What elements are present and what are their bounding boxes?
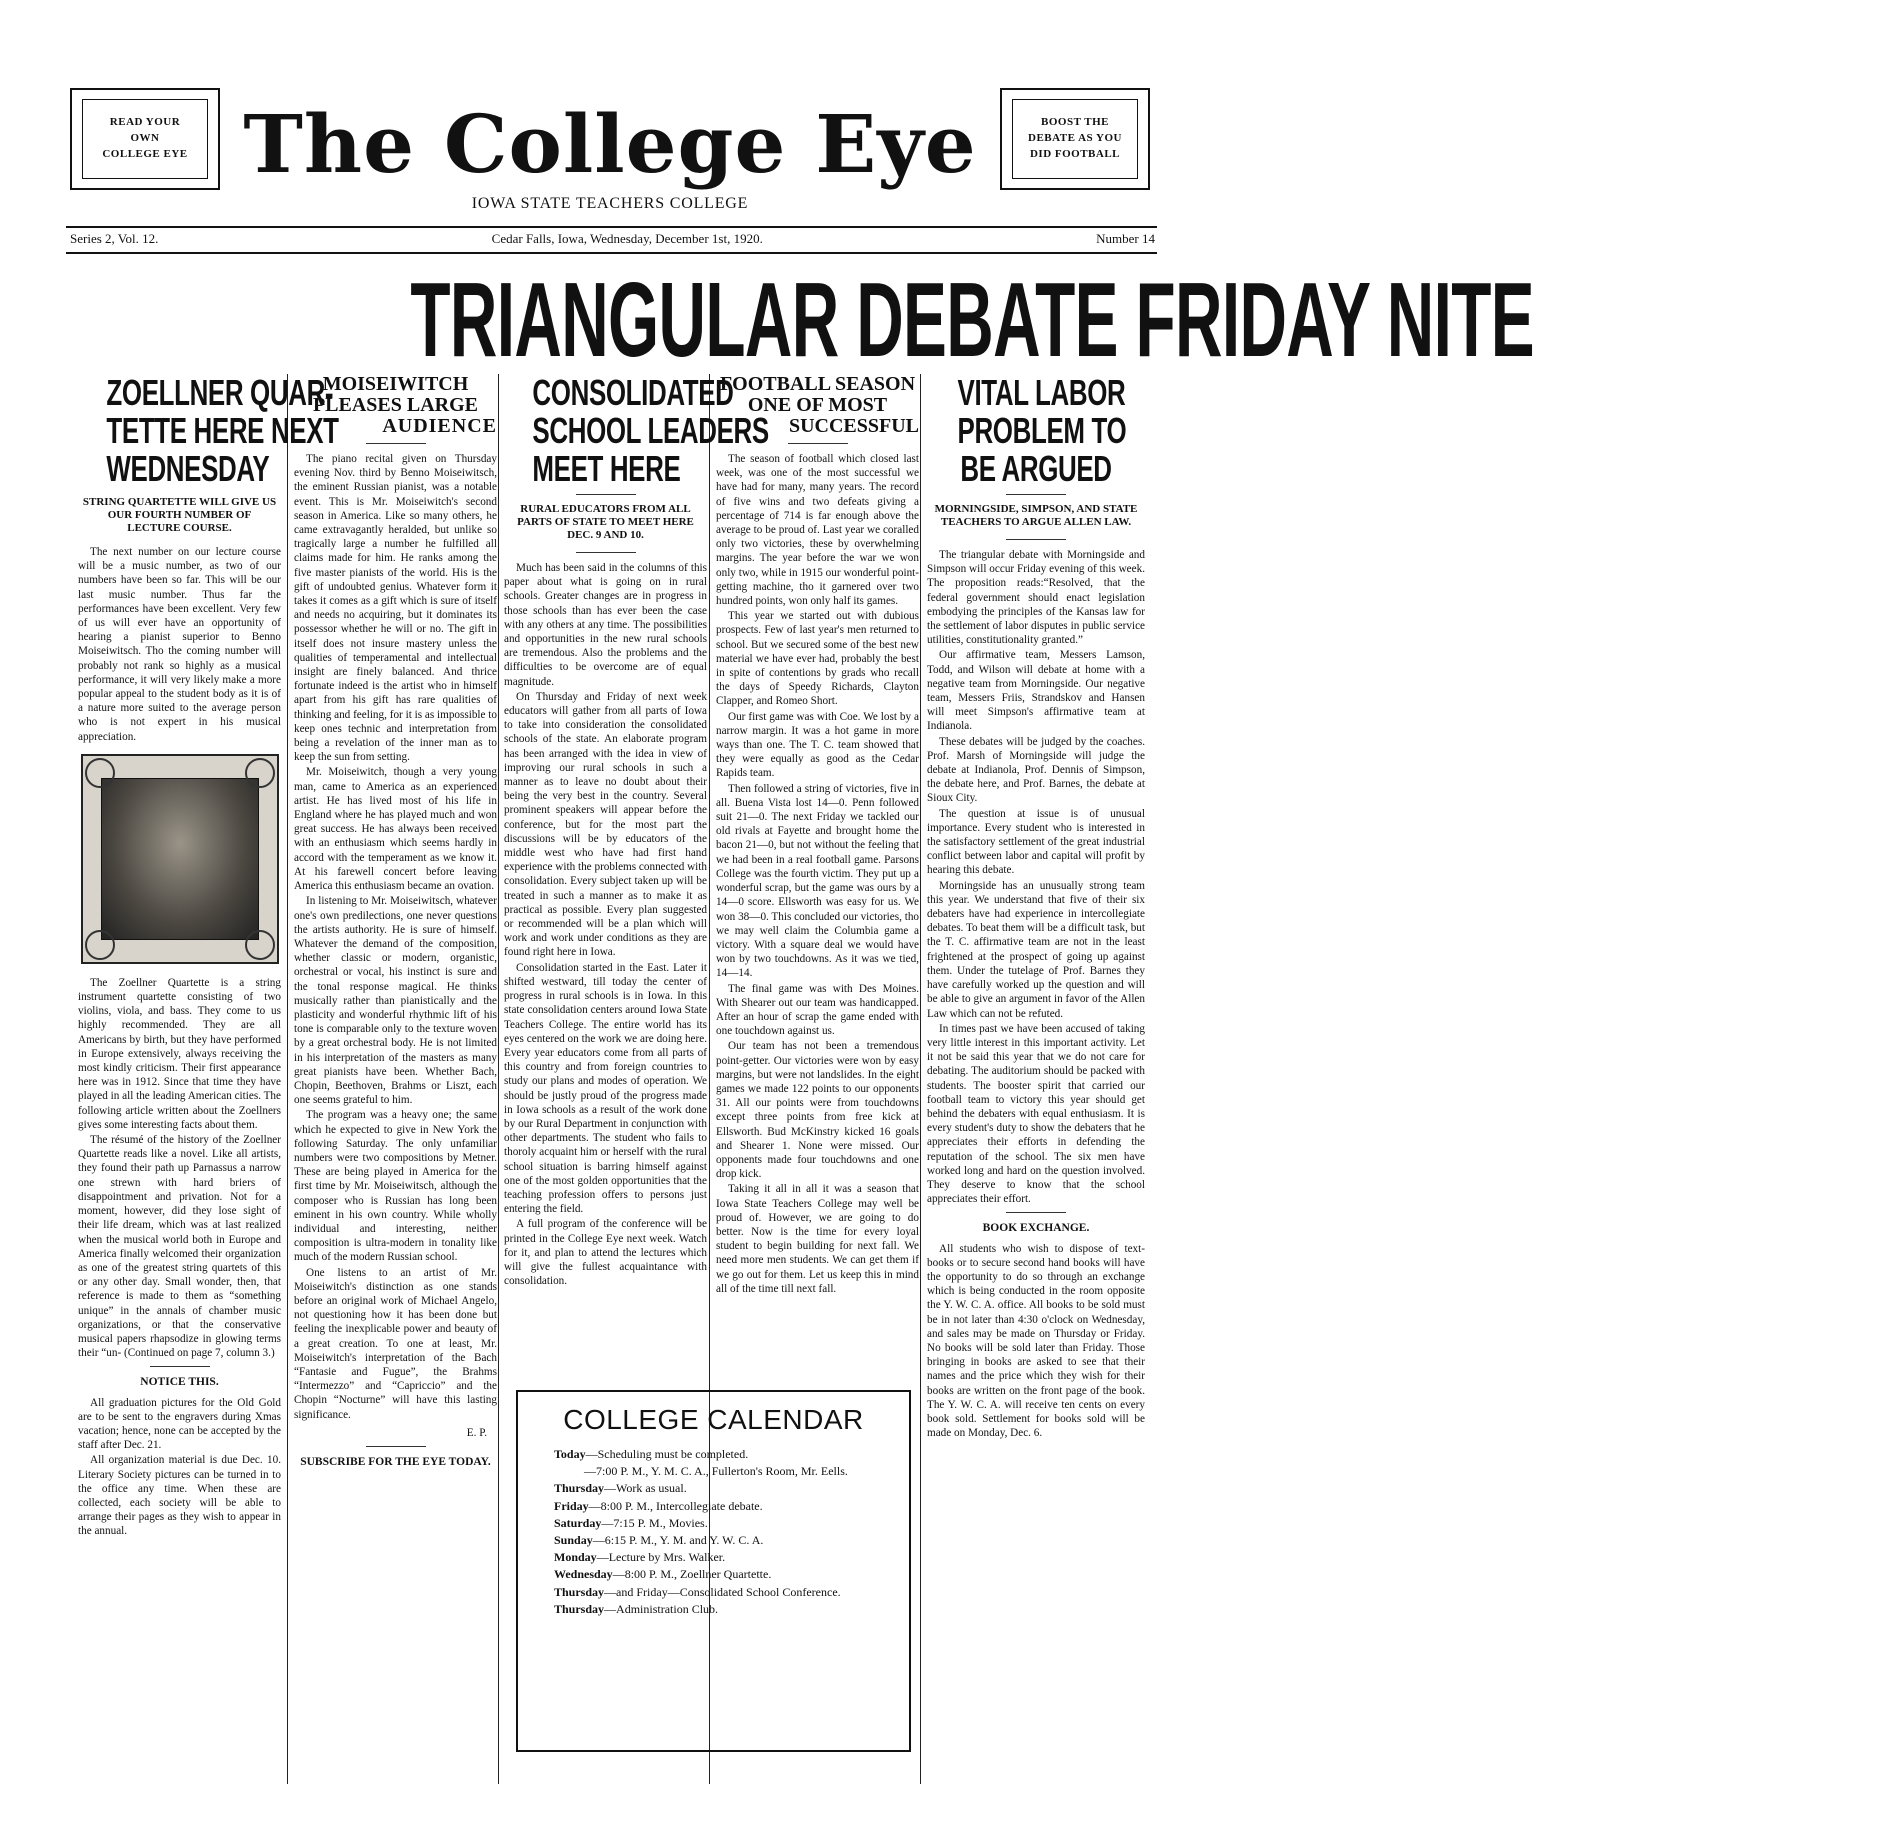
left-ear-line: READ YOUR xyxy=(109,116,181,129)
calendar-entry: —7:00 P. M., Y. M. C. A., Fullerton's Room, Mr. Eells. xyxy=(584,1464,848,1479)
article-paragraph: Our first game was with Coe. We lost by a narrow margin. It was a hot game in more ways than one. The T. C. team showed that they were equally as good as the Cedar Rapids team. xyxy=(716,710,919,780)
article-paragraph: All students who wish to dispose of text-books or to secure second hand books will have the opportunity to do so through an exchange which is being conducted in the room opposite the Y. W. C. A. office. All books to be sold must be in not later than 4:30 o'clock on Wednesday, and sales may be made on Thursday or Friday. No books will be sold later than Friday. Those bringing in books are asked to see that their names and the price which they wish for their books are written on the front page of the book. The Y. W. C. A. will receive ten cents on every book sold. Settlement for books sold will be made on Monday, Dec. 6. xyxy=(927,1242,1145,1440)
article-paragraph: All graduation pictures for the Old Gold are to be sent to the engravers during Xmas vacation; hence, none can be accepted by the staff after Dec. 21. xyxy=(78,1396,281,1452)
article-paragraph: The piano recital given on Thursday evening Nov. third by Benno Moiseiwitsch, the eminent Russian pianist, was a notable event. This is Mr. Moiseiwitch's second season in America. Like so many others, he came extravagantly heralded, but unlike so tragically large a number he fulfilled all claims made for him. He ranks among the five master pianists of the world. His is the gift of undoubted genius. Whatever form it takes it comes as a gift which is sure of itself and needs no acquiring, but it dominates its possessor whether he will or no. The gift in itself does not insure mastery unless the qualities of temperamental and intellectual insight are finely balanced. And thrice fortunate indeed is the artist who in himself apart from his gift has rare qualities of thinking and feeling, for it is as impossible to keep ones technic and interpretation from being a revelation of the inner man as to keep the sun from setting. xyxy=(294,453,497,764)
article-paragraph: This year we started out with dubious prospects. Few of last year's men returned to school. But we secured some of the best new material we have ever had, probably the best in spite of contentions by grads who recall the days of Speedy Richards, Clayton Clapper, and Romeo Short. xyxy=(716,610,919,708)
article-paragraph: The Zoellner Quartette is a string instrument quartette consisting of two violins, viola, and bass. They come to us highly recommended. They are all Americans by birth, but they have performed in Europe extensively, always receiving the most kindly criticism. Their first appearance here was in 1912. Since that time they have played in all the leading American cities. The following article written about the Zoellners gives some interesting facts about them. xyxy=(78,976,281,1131)
calendar-entry: Thursday—Administration Club. xyxy=(554,1601,719,1616)
headline-line: SCHOOL LEADERS xyxy=(532,410,769,451)
column-rule xyxy=(498,374,499,1784)
right-ear-line: DID FOOTBALL xyxy=(1029,147,1121,160)
calendar-entry: Thursday—and Friday—Consolidated School Conference. xyxy=(554,1584,841,1599)
calendar-entry: Today—Scheduling must be completed. xyxy=(554,1447,749,1461)
article-paragraph: All organization material is due Dec. 10. Literary Society pictures can be turned in to the office any time. When these are collected, each society will be able to arrange their pages as they wish to appear in the annual. xyxy=(78,1454,281,1538)
divider xyxy=(1006,1212,1066,1213)
calendar-entry: Sunday—6:15 P. M., Y. M. and Y. W. C. A. xyxy=(554,1533,764,1548)
newspaper-title: The College Eye xyxy=(243,97,977,191)
column-consolidated xyxy=(504,372,769,1384)
column-rule xyxy=(920,374,921,1784)
newspaper-subtitle: IOWA STATE TEACHERS COLLEGE xyxy=(471,195,749,212)
ornament-icon xyxy=(245,758,275,788)
subscribe-notice: SUBSCRIBE FOR THE EYE TODAY. xyxy=(300,1456,491,1469)
headline-line: VITAL LABOR xyxy=(957,372,1126,413)
article-paragraph: Consolidation started in the East. Later it shifted westward, till today the center of progress in rural schools is in Iowa. In this state consolidation centers around Iowa State Teachers College. The entire world has its eyes centered on the work we are doing here. Every year educators come from all parts of this country and from foreign countries to study our plans and modes of operation. We should be justly proud of the progress made in Iowa schools as a result of the work done by our Rural Department in conjunction with other departments. The student who fails to thoroly acquaint him or herself with the rural school situation is barring himself against one of the most golden opportunities that the teaching profession offers to persons just entering the field. xyxy=(504,961,707,1216)
ornament-icon xyxy=(245,930,275,960)
photo-image xyxy=(101,778,259,940)
article-paragraph: The question at issue is of unusual importance. Every student who is interested in the satisfactory settlement of the great industrial conflict between labor and capital will profit by hearing this debate. xyxy=(927,807,1145,877)
column-rule xyxy=(287,374,288,1784)
book-exchange-heading: BOOK EXCHANGE. xyxy=(982,1222,1090,1235)
left-ear-box xyxy=(70,88,220,190)
right-ear-line: BOOST THE xyxy=(1041,116,1109,129)
article-paragraph: A full program of the conference will be printed in the College Eye next week. Watch for it, and plan to attend the lectures which will give the fullest acquaintance with consolidation. xyxy=(504,1218,707,1288)
article-paragraph: Taking it all in all it was a season that Iowa State Teachers College may well be proud of. However, we are going to do better. Now is the time for every loyal student to begin building for next fall. We need more men students. We can get them if we go out for them. Let us keep this in mind all of the time till next fall. xyxy=(716,1183,919,1295)
article-paragraph: One listens to an artist of Mr. Moiseiwitch's distinction as one stands before an original work of Michael Angelo, not questioning how it has been done but feeling the inexplicable power and beauty of a great creation. To one at least, Mr. Moiseiwitch's interpretation of the Bach “Fantasie and Fugue”, the Brahms “Intermezzo” and “Capriccio” and the Chopin “Nocturne” will have this lasting significance. xyxy=(294,1266,497,1421)
column-football xyxy=(716,374,919,1384)
divider xyxy=(150,1366,210,1367)
headline-line: SUCCESSFUL xyxy=(788,415,919,437)
quartette-photo xyxy=(81,754,279,964)
column-debate xyxy=(927,374,1145,1799)
article-deck: MORNINGSIDE, SIMPSON, AND STATE TEACHERS TO ARGUE ALLEN LAW. xyxy=(934,503,1138,528)
place-date: Cedar Falls, Iowa, Wednesday, December 1st, 1920. xyxy=(491,231,763,246)
divider xyxy=(576,552,636,553)
article-paragraph: Then followed a string of victories, five in all. Buena Vista lost 14—0. Penn followed suit 21—0. The next Friday we tackled our old rivals at Fayette and brought home the bacon 21—0, but not without the feeling that we had been in a real football game. Parsons College was the fourth victim. They put up a wonderful scrap, but the game was ours by a 14—0 score. Ellsworth was easy for us. We won 38—0. This concluded our victories, tho we may well claim the Columbia game a victory. With a square deal we would have won by two touchdowns. As it was we tied, 14—14. xyxy=(716,782,920,980)
divider xyxy=(788,443,848,444)
article-paragraph: Our affirmative team, Messers Lamson, Todd, and Wilson will debate at home with a negative team from Morningside. Our negative team, Messers Friis, Strandskov and Hansen will meet Simpson's affirmative team at Indianola. xyxy=(927,649,1145,733)
headline-line: PROBLEM TO xyxy=(957,410,1127,451)
headline-line: CONSOLIDATED xyxy=(532,372,734,413)
divider xyxy=(576,494,636,495)
column-moiseiwitch xyxy=(294,374,497,1799)
article-paragraph: These debates will be judged by the coaches. Prof. Marsh of Morningside will judge the debate at Indianola, Prof. Dennis of Simpson, the debate here, and Prof. Barnes, the debate at Sioux City. xyxy=(927,735,1145,805)
masthead-rule-top xyxy=(66,226,1157,228)
article-signature: E. P. xyxy=(466,1426,487,1439)
headline-line: WEDNESDAY xyxy=(106,448,270,489)
headline-line: MEET HERE xyxy=(532,448,681,489)
series-volume: Series 2, Vol. 12. xyxy=(70,231,159,246)
headline-line: ONE OF MOST xyxy=(747,394,888,416)
left-ear-line: COLLEGE EYE xyxy=(102,147,188,160)
dateline xyxy=(70,231,1155,247)
article-paragraph: The program was a heavy one; the same which he expected to give in New York the following Saturday. The only unfamiliar numbers were two compositions by Metner. These are being played in America for the first time by Mr. Moiseiwitsch, although the composer who is Russian has long been eminent in his own country. While wholly individual and interesting, neither composition is ultra-modern in tonality like much of the modern Russian school. xyxy=(294,1109,497,1264)
divider xyxy=(1006,539,1066,540)
headline-line: TETTE HERE NEXT xyxy=(106,410,339,451)
article-paragraph: The triangular debate with Morningside and Simpson will occur Friday evening of this week. The proposition reads:“Resolved, that the federal government should enact legislation embodying the principles of the Kansas law for the settlement of labor disputes in public service utilities, constitutionality granted.” xyxy=(927,549,1145,647)
ornament-icon xyxy=(85,758,115,788)
headline-line: BE ARGUED xyxy=(960,448,1112,489)
article-paragraph: Mr. Moiseiwitch, though a very young man, came to America as an experienced artist. He has lived most of his life in England where he has played much and won great success. He has always been received with an enthusiasm which seems hardly in accord with the temperament as we know it. At his farewell concert before leaving America this enthusiasm became an ovation. xyxy=(294,766,497,893)
ornament-icon xyxy=(85,930,115,960)
article-deck: RURAL EDUCATORS FROM ALL PARTS OF STATE TO MEET HERE DEC. 9 AND 10. xyxy=(517,503,694,541)
masthead-rule-bottom xyxy=(66,252,1157,254)
notice-heading: NOTICE THIS. xyxy=(140,1376,219,1389)
column-zoellner xyxy=(78,372,339,1799)
calendar-entry: Friday—8:00 P. M., Intercollegiate debate. xyxy=(554,1498,763,1513)
headline-line: ZOELLNER QUAR- xyxy=(106,372,334,413)
headline-line: PLEASES LARGE xyxy=(312,394,479,416)
calendar-entry: Thursday—Work as usual. xyxy=(554,1481,687,1496)
divider xyxy=(366,1446,426,1447)
calendar-entry: Saturday—7:15 P. M., Movies. xyxy=(554,1515,708,1530)
right-ear-box xyxy=(1000,88,1150,190)
article-paragraph: Morningside has an unusually strong team this year. We understand that five of their six debaters have had experience in intercollegiate debates. To beat them will be a difficult task, but the T. C. affirmative team are not in the least frightened at the prospect of going up against them. Under the tutelage of Prof. Barnes they have carefully worked up the question and will be able to give an argument in favor of the Allen Law which can not be refuted. xyxy=(927,879,1145,1020)
article-paragraph: On Thursday and Friday of next week educators will gather from all parts of Iowa to take into consideration the consolidated schools of the state. An elaborate program has been arranged with the idea in view of improving our rural schools in such a manner as to leave no doubt about their being the very best in the country. Several prominent speakers will appear before the conference, but for the most part the discussions will be by educators of the middle west who have had first hand experience with the problems connected with consolidation. Every subject taken up will be treated in such a manner as to make it as practical as possible. Every plan suggested or recommended will be a plan which will work and work under conditions as they are found right here in Iowa. xyxy=(504,690,707,959)
headline-line: AUDIENCE xyxy=(382,415,497,437)
divider xyxy=(366,443,426,444)
divider xyxy=(1006,494,1066,495)
article-deck: STRING QUARTETTE WILL GIVE US OUR FOURTH NUMBER OF LECTURE COURSE. xyxy=(82,496,277,534)
headline-line: FOOTBALL SEASON xyxy=(719,373,916,395)
article-paragraph: The final game was with Des Moines. With Shearer out our team was handicapped. After an hour of scrap the game ended with one touchdown against us. xyxy=(716,982,919,1038)
calendar-entry: Wednesday—8:00 P. M., Zoellner Quartette. xyxy=(554,1567,772,1582)
headline-line: MOISEIWITCH xyxy=(322,373,469,395)
issue-number: Number 14 xyxy=(1096,231,1155,246)
calendar-entry: Monday—Lecture by Mrs. Walker. xyxy=(554,1550,726,1565)
left-ear-line: OWN xyxy=(130,132,160,145)
right-ear-line: DEBATE AS YOU xyxy=(1028,132,1122,145)
article-paragraph: The season of football which closed last week, was one of the most successful we have had for many, many years. The record of five wins and two defeats giving a percentage of 714 is far enough above the average to be proud of. Last year we coralled only two victories, these by overwhelming margins. The year before the war we won only two, while in 1915 our wonderful point-getting machine, tho it garnered over two hundred points, won only half its games. xyxy=(716,453,919,608)
article-paragraph: Our team has not been a tremendous point-getter. Our victories were won by easy margins, but were not landslides. In the eight games we made 122 points to our opponents 31. All our points were from touchdowns except three points from free kick at Ellsworth. Bud McKinstry kicked 16 goals and Shearer 1. None were missed. Our opponents made four touchdowns and one drop kick. xyxy=(716,1040,919,1181)
college-calendar xyxy=(516,1390,911,1752)
article-paragraph: The next number on our lecture course will be a music number, as two of our numbers have been so far. This will be our last music number. Thus far the performances have been excellent. Very few of us will ever have an opportunity of hearing a pianist superior to Benno Moiseiwitsch. Tho the coming number will probably not rank so highly as a musical performance, it will very likely make a more popular appeal to the student body as it is of a nature more suited to the average person who is not expert in his musical appreciation. xyxy=(78,546,281,743)
article-paragraph: The résumé of the history of the Zoellner Quartette reads like a novel. Like all artists, they found their path up Parnassus a narrow one strewn with hard briers of disappointment and privation. Not for a moment, however, did they lose sight of their life dream, which was at last realized when the musical world both in Europe and America finally welcomed their organization as one of the greatest string quartets of this or any other day. Small wonder, then, that reference is made to them as “something unique” in the annals of chamber music organizations, or that the conservative musical papers rhapsodize in glowing terms their “un- (Continued on page 7, column 3.) xyxy=(78,1134,281,1360)
article-paragraph: In times past we have been accused of taking very little interest in this important activity. Let it not be said this year that we do not care for debating. The auditorium should be packed with students. The booster spirit that carried our football team to victory this year should get behind the debaters with equal enthusiasm. It is every student's duty to show the debaters that he appreciates their efforts in defending the reputation of the school. The six men have worked long and hard on the question involved. They deserve to know that the school appreciates their effort. xyxy=(927,1022,1145,1206)
article-paragraph: In listening to Mr. Moiseiwitsch, whatever one's own predilections, one never questions the artists authority. He is sure of himself. Whatever the demand of the composition, whether classic or modern, organistic, orchestral or vocal, his instinct is sure and the tonal response magical. He thinks musically rather than pianistically and the plasticity and wonderful rhythmic lift of his tone is comparable only to the texture woven by a great orchestral body. He is not limited in his interpretation of the masters as many great pianists have been. Whether Bach, Chopin, Beethoven, Brahms or Liszt, each one seems grateful to him. xyxy=(294,895,497,1107)
calendar-title: COLLEGE CALENDAR xyxy=(563,1404,864,1435)
main-headline: TRIANGULAR DEBATE FRIDAY NITE xyxy=(410,261,1534,379)
article-paragraph: Much has been said in the columns of this paper about what is going on in rural schools. Greater changes are in progress in those schools than has ever been the case with any others at any time. The possibilities and opportunities in the new rural schools are tremendous. Also the problems and the difficulties to be overcome are of equal magnitude. xyxy=(504,562,707,688)
